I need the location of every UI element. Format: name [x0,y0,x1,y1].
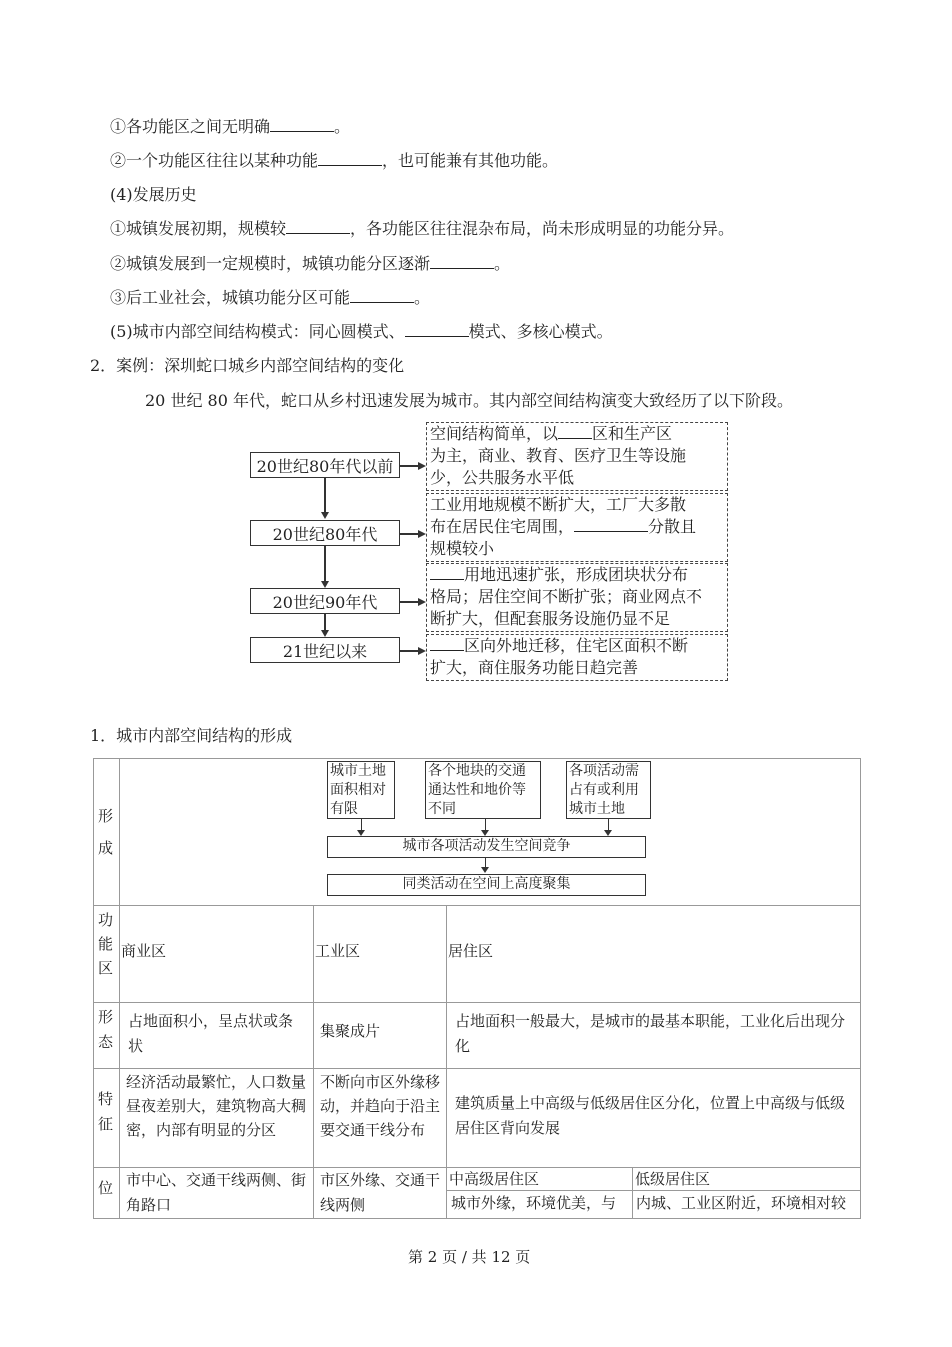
arrow-right-icon [418,530,426,538]
line-3: (4)发展历史 [110,185,197,204]
location-cell: 市中心、交通干线两侧、街角路口 [119,1167,314,1219]
line-2: ②一个功能区往往以某种功能 ，也可能兼有其他功能。 [110,151,559,170]
row-label: 功能区 [93,905,120,1003]
location-cell: 内城、工业区附近，环境相对较 [632,1190,861,1219]
form-cell: 占地面积一般最大，是城市的最基本职能，工业化后出现分化 [446,1002,861,1069]
row-label: 特征 [93,1068,120,1168]
arrow-right-icon [418,647,426,655]
result-box: 城市各项活动发生空间竞争 [327,836,646,858]
arrow-down-icon [321,512,329,519]
location-cell: 市区外缘、交通干线两侧 [313,1167,447,1219]
stage-description: 用地迅速扩张，形成团块状分布 格局；居住空间不断扩张；商业网点不 断扩大，但配套服务设施仍显不足 [426,563,728,632]
stage-description: 区向外地迁移，住宅区面积不断 扩大，商住服务功能日趋完善 [426,634,728,681]
line-6: ③后工业社会，城镇功能分区可能 。 [110,288,431,307]
stage-box: 20世纪90年代 [250,588,400,614]
cause-box: 各项活动需占有或利用城市土地 [566,761,651,819]
cause-box: 各个地块的交通通达性和地价等不同 [425,761,541,819]
arrow-down-icon [481,867,489,873]
form-cell: 占地面积小，呈点状或条状 [119,1002,314,1069]
arrow-right-icon [418,598,426,606]
arrow-right-icon [418,462,426,470]
page-footer: 第 2 页 / 共 12 页 [408,1248,531,1266]
line-1: ①各功能区之间无明确 。 [110,117,351,136]
subheader-cell: 中高级居住区 [446,1167,633,1191]
feature-cell: 经济活动最繁忙，人口数量昼夜差别大，建筑物高大稠密，内部有明显的分区 [119,1068,314,1168]
section-heading-2: 2．案例：深圳蛇口城乡内部空间结构的变化 [90,356,405,375]
section-heading-1: 1．城市内部空间结构的形成 [90,726,293,745]
result-box: 同类活动在空间上高度聚集 [327,874,646,896]
stage-description: 空间结构简单，以 区和生产区 为主，商业、教育、医疗卫生等设施 少，公共服务水平低 [426,422,728,491]
location-cell: 城市外缘，环境优美，与 [446,1190,633,1219]
zone-header: 居住区 [446,905,861,1003]
zone-header: 商业区 [119,905,314,1003]
subheader-cell: 低级居住区 [632,1167,861,1191]
form-cell: 集聚成片 [313,1002,447,1069]
arrow-down-icon [321,630,329,637]
line-5: ②城镇发展到一定规模时，城镇功能分区逐渐 。 [110,254,511,273]
arrow-down-icon [321,581,329,588]
line-7: (5)城市内部空间结构模式：同心圆模式、 模式、多核心模式。 [110,322,613,341]
stage-box: 20世纪80年代以前 [250,452,400,478]
feature-cell: 不断向市区外缘移动，并趋向于沿主要交通干线分布 [313,1068,447,1168]
stage-box: 20世纪80年代 [250,520,400,546]
line-4: ①城镇发展初期，规模较 ，各功能区往往混杂布局，尚未形成明显的功能分异。 [110,219,735,238]
row-label: 形成 [93,758,120,906]
zone-header: 工业区 [313,905,447,1003]
feature-cell: 建筑质量上中高级与低级居住区分化，位置上中高级与低级居住区背向发展 [446,1068,861,1168]
intro-paragraph: 20 世纪 80 年代，蛇口从乡村迅速发展为城市。其内部空间结构演变大致经历了以下阶段。 [145,391,793,410]
cause-box: 城市土地面积相对有限 [327,761,395,819]
row-label: 位 [93,1167,120,1219]
row-label: 形态 [93,1002,120,1069]
stage-box: 21世纪以来 [250,637,400,663]
stage-description: 工业用地规模不断扩大，工厂大多散 布在居民住宅周围， 分散且 规模较小 [426,493,728,562]
